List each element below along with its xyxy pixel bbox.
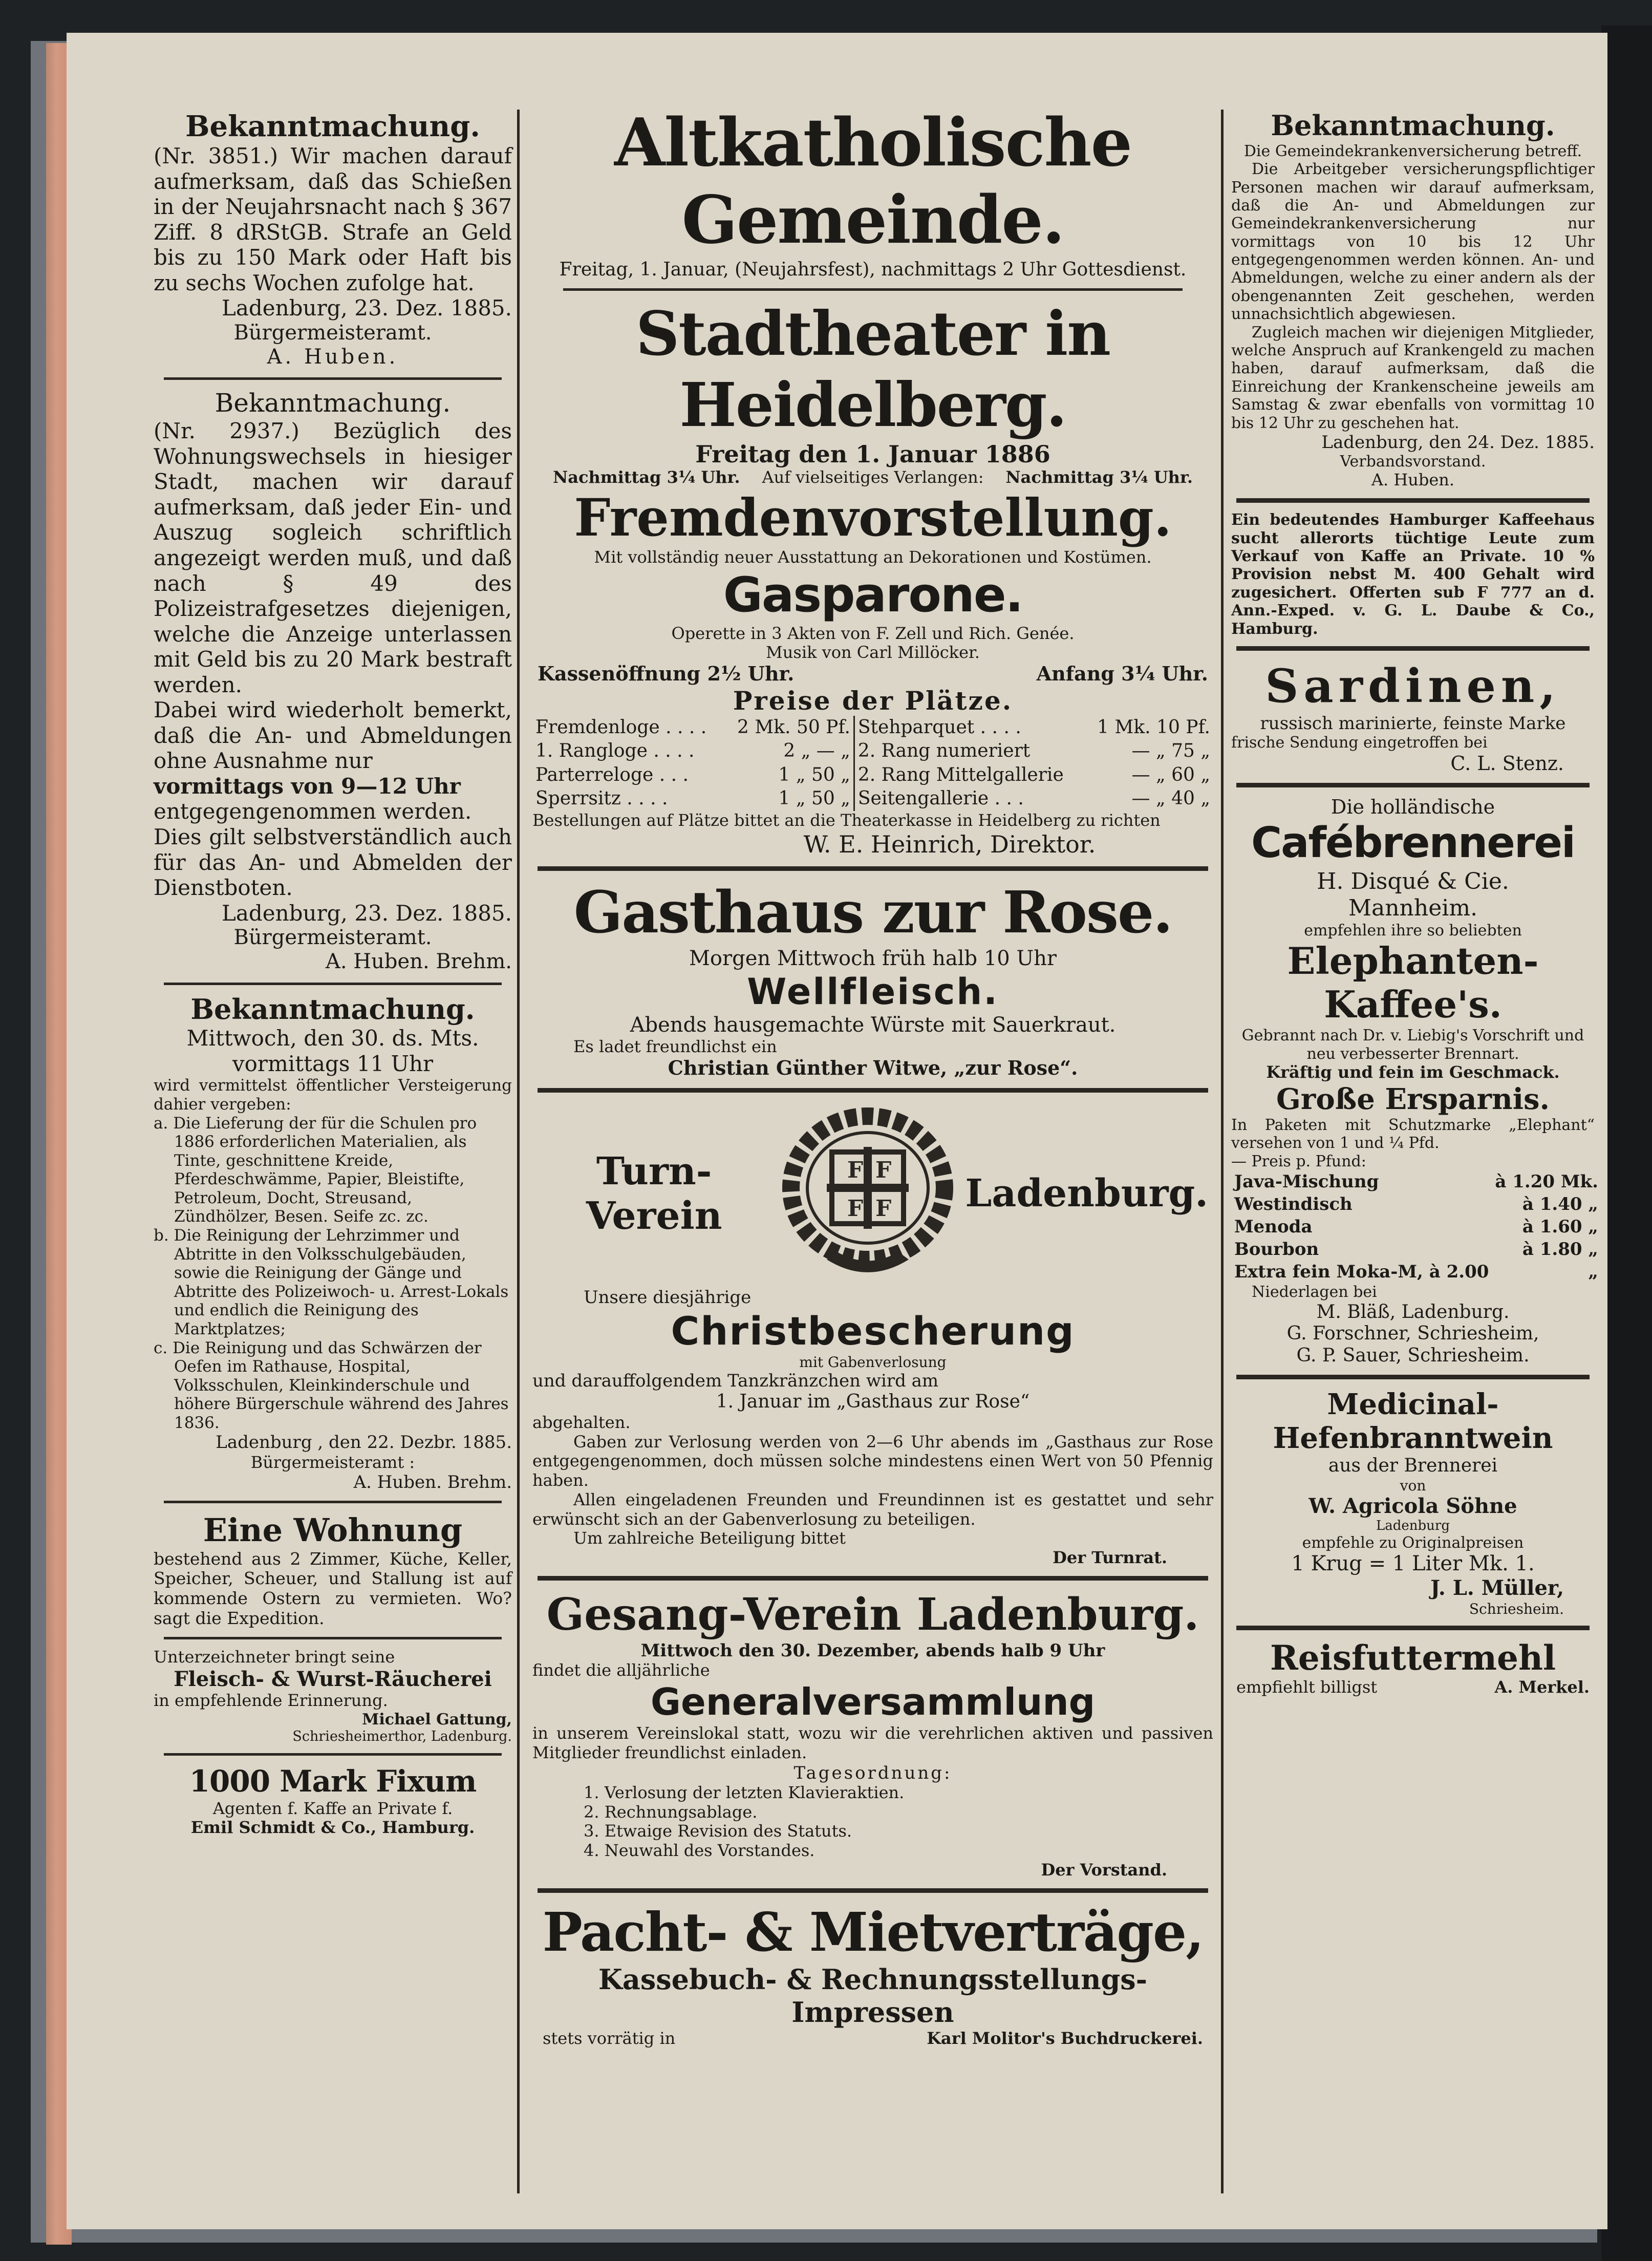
cafe-depots: Niederlagen bei [1252,1283,1377,1302]
svg-text:F: F [847,1195,864,1222]
cafe-depot-1: M. Bläß, Ladenburg. [1316,1301,1510,1323]
table-row [532,763,1213,787]
gesang-agenda-item: 4. Neuwahl des Vorstandes. [584,1841,815,1860]
reis-right: A. Merkel. [1494,1677,1590,1697]
gesang-intro: findet die alljährliche [532,1660,710,1680]
table-row [1231,1193,1601,1215]
pacht-title: Pacht- & Mietverträge, [542,1900,1204,1964]
turn-p1: Gaben zur Verlosung werden von 2—6 Uhr abends im „Gasthaus zur Rose entgegengenommen, doch müssen solche mindestens einen Wert von 50 Pfennig haben. [532,1432,1213,1490]
divider [164,1753,502,1756]
theater-show: Fremdenvorstellung. [574,487,1172,548]
cafe-savings: Große Ersparnis. [1276,1082,1550,1116]
price-cell: — „ 40 „ [1131,788,1210,809]
pacht-sub2: Impressen [791,1995,954,2029]
cafe-title: Cafébrennerei [1251,819,1575,868]
column-rule-left [517,110,520,2193]
price-cell: Parterreloge . . . [535,764,689,785]
theater-director: W. E. Heinrich, Direktor. [803,830,1096,858]
gesang-agenda-item: 1. Verlosung der letzten Klavieraktien. [584,1782,905,1802]
turn-sub: mit Gabenverlosung [799,1354,947,1371]
divider [1236,498,1590,503]
rose-wellfleisch: Wellfleisch. [747,971,999,1013]
divider [164,377,502,380]
table-row [532,787,1213,810]
notice3-item-a: a. Die Lieferung der für die Schulen pro 1886 erforderlichen Materialien, als Tinte, geschnittene Kreide, Pferdeschwämme, Papier, Bleistifte, Petroleum, Docht, Streusand, Zündhölzer, Besen. Seife zc. zc. [154,1114,477,1226]
notice1-office: Bürgermeisteramt. [233,321,432,345]
medicinal-city: Ladenburg [1376,1518,1450,1534]
pacht-sub1: Kassebuch- & Rechnungsstellungs- [598,1963,1148,1996]
cafe-quality: Kräftig und fein im Geschmack. [1266,1062,1560,1082]
divider [563,288,1183,291]
price-cell: 2 „ — „ [724,739,854,763]
theater-open: Kassenöffnung 2½ Uhr. [538,662,795,686]
cafe-depot-3: G. P. Sauer, Schriesheim. [1296,1345,1530,1366]
turn-right: Ladenburg. [965,1171,1208,1216]
divider [164,1637,502,1639]
notice2-signature: A. Huben. Brehm. [325,950,512,974]
rose-invite: Es ladet freundlichst ein [573,1037,777,1057]
sardinen-line1: russisch marinierte, feinste Marke [1260,713,1566,734]
rose-host: Christian Günther Witwe, „zur Rose“. [668,1056,1078,1079]
price-cell: à 1.80 „ [1522,1239,1598,1260]
price-cell: — „ 60 „ [1131,764,1210,785]
price-cell: Fremdenloge . . . . [535,717,707,738]
sardinen-line2: frische Sendung eingetroffen bei [1231,734,1488,752]
fixum-title: 1000 Mark Fixum [189,1764,477,1799]
left-column [154,110,512,1838]
notice1-body: (Nr. 3851.) Wir machen darauf aufmerksam, daß das Schießen in der Neujahrsnacht nach § 367 Ziff. 8 dRStGB. Strafe an Geld bis zu 150 Mark oder Haft bis zu sechs Wochen zufolge hat. [154,143,512,295]
raeucherei-name: Michael Gattung, [362,1710,512,1729]
medicinal-measure: 1 Krug = 1 Liter Mk. 1. [1291,1552,1535,1576]
turn-header [532,1101,1213,1288]
notice3-line1: Mittwoch, den 30. ds. Mts. [186,1026,479,1051]
divider [1236,1626,1590,1630]
divider [1236,783,1590,787]
right-notice-body: Die Arbeitgeber versicherungspflichtiger Personen machen wir darauf aufmerksam, daß die An- und Abmeldungen zur Gemeindekrankenversicherung nur vormittags von 10 bis 12 Uhr entgegengenommen werden können. An- und Abmeldungen, welche zu einer andern als der obengenannten Zeit geschehen, werden unnachsichtlich abgewiesen. [1231,160,1595,324]
notice2-title: Bekanntmachung. [214,388,451,418]
theater-open-row [532,663,1213,686]
notice1-title: Bekanntmachung. [185,110,480,143]
turn-sign: Der Turnrat. [1053,1548,1167,1568]
rose-line1: Morgen Mittwoch früh halb 10 Uhr [689,947,1057,971]
theater-time-mid: Auf vielseitiges Verlangen: [762,467,984,487]
turn-p3: Um zahlreiche Beteiligung bittet [573,1528,846,1548]
svg-text:F: F [875,1157,892,1183]
pacht-footer [532,2029,1213,2049]
price-cell: 1 „ 50 „ [724,787,854,810]
medicinal-firm: W. Agricola Söhne [1308,1494,1517,1518]
divider [1236,1375,1590,1379]
price-cell: 1 „ 50 „ [724,763,854,787]
reis-left: empfiehlt billigst [1236,1677,1378,1697]
price-cell: 2. Rang numeriert [857,740,1031,762]
theater-time-left: Nachmittag 3¼ Uhr. [553,467,740,487]
right-notice-body2: Zugleich machen wir diejenigen Mitglieder, welche Anspruch auf Krankengeld zu machen haben, darauf aufmerksam, daß die Einreichung der Krankenscheine jeweils am Samstag & zwar ebenfalls von vormittag 10 bis 12 Uhr zu geschehen hat. [1231,323,1595,432]
cafe-product2: Kaffee's. [1324,983,1502,1027]
divider [164,983,502,985]
right-notice-signature: A. Huben. [1371,470,1455,490]
right-notice-title: Bekanntmachung. [1271,109,1555,142]
theater-price-table [532,716,1213,811]
price-cell: Stehparquet . . . . [857,717,1021,738]
theater-date: Freitag den 1. Januar 1886 [695,440,1050,468]
reis-footer [1231,1678,1595,1697]
medicinal-title1: Medicinal- [1327,1388,1499,1422]
rose-title: Gasthaus zur Rose. [573,879,1172,946]
notice2-office: Bürgermeisteramt. [233,926,432,950]
raeucherei-addr: Schriesheimerthor, Ladenburg. [292,1729,512,1745]
divider [538,1088,1208,1093]
notice3-line2: vormittags 11 Uhr [232,1051,434,1076]
gesang-sign: Der Vorstand. [1041,1860,1167,1880]
theater-equip: Mit vollständig neuer Ausstattung an Dekorationen und Kostümen. [594,547,1152,567]
medicinal-from: aus der Brennerei [1328,1455,1498,1477]
cafe-packets: In Paketen mit Schutzmarke „Elephant“ versehen von 1 und ¼ Pfd. [1231,1116,1595,1153]
turn-date: 1. Januar im „Gasthaus zur Rose“ [716,1391,1030,1413]
gesang-agenda-title: Tagesordnung: [793,1762,952,1783]
price-cell: Bourbon [1234,1239,1319,1260]
price-cell: 1 Mk. 10 Pf. [1097,717,1210,738]
theater-piece: Gasparone. [723,567,1023,623]
price-cell: — „ 75 „ [1131,740,1210,762]
table-row [1231,1261,1601,1283]
cafe-price-table [1231,1170,1601,1284]
table-row [1231,1238,1601,1261]
table-row [532,716,1213,739]
theater-start: Anfang 3¼ Uhr. [1036,662,1208,686]
raeucherei-body: in empfehlende Erinnerung. [154,1691,388,1711]
wohnung-title: Eine Wohnung [203,1511,463,1549]
divider [538,866,1208,871]
theater-orders: Bestellungen auf Plätze bittet an die Theaterkasse in Heidelberg zu richten [532,810,1161,830]
center-column [532,104,1213,2048]
right-notice-office: Verbandsvorstand. [1340,453,1486,471]
notice2-body4: entgegengenommen werden. [154,799,472,824]
price-cell: 2. Rang Mittelgallerie [857,764,1064,785]
medicinal-seller-city: Schriesheim. [1469,1600,1564,1617]
price-cell: Java-Mischung [1234,1171,1379,1192]
wohnung-body: bestehend aus 2 Zimmer, Küche, Keller, Speicher, Scheuer, und Stallung ist auf kommende Ostern zu vermieten. Wo? sagt die Expedition. [154,1548,512,1629]
cafe-intro: Die holländische [1331,796,1495,819]
notice3-title: Bekanntmachung. [190,992,475,1026]
notice1-signature: A. Huben. [267,345,399,369]
gesang-event: Generalversammlung [650,1680,1096,1724]
divider [538,1576,1208,1581]
price-cell: Seitengallerie . . . [857,788,1024,809]
price-cell: à 1.40 „ [1522,1194,1598,1215]
pacht-left: stets vorrätig in [543,2028,676,2048]
price-cell: 1. Rangloge . . . . [535,740,695,762]
background-edge [1601,26,1652,2261]
cafe-product1: Elephanten- [1287,939,1539,983]
raeucherei-intro: Unterzeichneter bringt seine [154,1647,395,1667]
theater-prices-title: Preise der Plätze. [733,686,1013,716]
theater-title: Stadtheater in Heidelberg. [636,297,1110,440]
theater-time-row [532,468,1213,487]
notice3-intro: wird vermittelst öffentlicher Versteigerung dahier vergeben: [154,1076,512,1114]
cafe-price-title: — Preis p. Pfund: [1231,1152,1366,1170]
sardinen-title: Sardinen, [1265,658,1561,713]
table-row [1231,1170,1601,1193]
turn-line: und darauffolgendem Tanzkränzchen wird am [532,1371,939,1392]
gesang-date: Mittwoch den 30. Dezember, abends halb 9 Uhr [640,1640,1105,1661]
price-cell: 2 Mk. 50 Pf. [724,716,854,739]
table-row [1231,1215,1601,1238]
svg-text:F: F [847,1157,864,1183]
column-rule-right [1221,110,1224,2193]
cafe-recommend: empfehlen ihre so beliebten [1304,921,1522,940]
gesang-agenda-item: 3. Etwaige Revision des Statuts. [584,1821,852,1841]
notice3-signature: A. Huben. Brehm. [353,1472,512,1493]
sardinen-name: C. L. Stenz. [1450,752,1564,775]
theater-operette: Operette in 3 Akten von F. Zell und Rich. Genée. [671,623,1075,643]
notice2-date: Ladenburg, 23. Dez. 1885. [221,900,512,926]
notice3-office: Bürgermeisteramt : [250,1452,415,1472]
theater-time-right: Nachmittag 3¼ Uhr. [1005,467,1193,487]
turn-held: abgehalten. [532,1412,631,1432]
turn-left: Turn-Verein [586,1149,722,1239]
gesang-agenda-item: 2. Rechnungsablage. [584,1802,758,1822]
medicinal-von: von [1400,1477,1426,1494]
raeucherei-title: Fleisch- & Wurst-Räucherei [174,1667,492,1692]
turn-intro: Unsere diesjährige [584,1287,752,1308]
turn-title: Christbescherung [671,1308,1075,1354]
price-cell: à 1.60 „ [1522,1217,1598,1238]
gesang-body: in unserem Vereinslokal statt, wozu wir die verehrlichen aktiven und passiven Mitglieder freundlichst einladen. [532,1723,1213,1762]
medicinal-recommend: empfehle zu Originalpreisen [1302,1533,1524,1552]
medicinal-seller: J. L. Müller, [1430,1576,1564,1601]
fixum-line1: Agenten f. Kaffe an Private f. [212,1798,453,1818]
price-cell: à 1.20 Mk. [1495,1171,1598,1192]
price-cell: Sperrsitz . . . . [535,788,668,809]
price-cell: Westindisch [1234,1194,1353,1215]
right-notice-sub: Die Gemeindekrankenversicherung betreff. [1243,142,1582,160]
right-notice-date: Ladenburg, den 24. Dez. 1885. [1321,432,1595,453]
pacht-right: Karl Molitor's Buchdruckerei. [927,2028,1203,2048]
divider [538,1888,1208,1893]
price-cell: Extra fein Moka-M, à 2.00 [1234,1262,1489,1283]
right-column [1231,109,1598,1697]
cafe-firm: H. Disqué & Cie. [1317,868,1509,895]
notice2-body3: vormittags von 9—12 Uhr [154,773,461,799]
cafe-depot-2: G. Forschner, Schriesheim, [1286,1323,1539,1345]
reis-title: Reisfuttermehl [1270,1637,1556,1678]
notice2-body: (Nr. 2937.) Bezüglich des Wohnungswechsels in hiesiger Stadt, machen wir darauf aufmerksam, daß jeder Ein- und Auszug sogleich schriftlich angezeigt werden muß, und daß nach § 49 des Polizeistrafgesetzes diejenigen, welche die Anzeige unterlassen mit Geld bis zu 20 Mark bestraft werden. [154,418,512,697]
altkath-sub: Freitag, 1. Januar, (Neujahrsfest), nachmittags 2 Uhr Gottesdienst. [559,259,1187,281]
gesang-title: Gesang-Verein Ladenburg. [546,1588,1199,1640]
cafe-roast: Gebrannt nach Dr. v. Liebig's Vorschrift und neu verbesserter Brennart. [1241,1027,1584,1063]
wreath-emblem-icon [770,1101,965,1288]
notice1-date: Ladenburg, 23. Dez. 1885. [221,295,512,321]
rose-line2: Abends hausgemachte Würste mit Sauerkraut. [630,1013,1116,1037]
price-cell: „ [1588,1262,1598,1283]
kaffee-ad: Ein bedeutendes Hamburger Kaffeehaus sucht allerorts tüchtige Leute zum Verkauf von Kaffe an Private. 10 % Provision nebst M. 400 Gehalt wird zugesichert. Offerten sub F 777 an d. Ann.-Exped. v. G. L. Daube & Co., Hamburg. [1231,511,1595,638]
notice3-item-c: c. Die Reinigung und das Schwärzen der Oefen im Rathause, Hospital, Volksschulen, Kleinkinderschule und höhere Bürgerschule während des Jahres 1836. [154,1338,509,1432]
price-cell: Menoda [1234,1217,1313,1238]
svg-text:F: F [875,1195,892,1222]
theater-musik: Musik von Carl Millöcker. [766,643,980,663]
medicinal-title2: Hefenbranntwein [1273,1421,1553,1456]
divider [164,1501,502,1503]
notice2-body5: Dies gilt selbstverständlich auch für das An- und Abmelden der Dienstboten. [154,824,512,901]
notice3-date: Ladenburg , den 22. Dezbr. 1885. [216,1432,512,1453]
divider [1236,646,1590,651]
turn-p2: Allen eingeladenen Freunden und Freundinnen ist es gestattet und sehr erwünscht sich an der Gabenverlosung zu beteiligen. [532,1489,1213,1529]
newspaper-page [67,33,1607,2229]
table-row [532,739,1213,763]
fixum-line2: Emil Schmidt & Co., Hamburg. [190,1818,475,1838]
notice2-body2: Dabei wird wiederholt bemerkt, daß die An- und Abmeldungen ohne Ausnahme nur [154,697,512,774]
notice3-item-b: b. Die Reinigung der Lehrzimmer und Abtritte in den Volksschulgebäuden, sowie die Reinigung der Gänge und Abtritte des Polizeiwoch- u. Arrest-Lokals und endlich die Reinigung des Marktplatzes; [154,1226,509,1338]
altkath-title: Altkatholische Gemeinde. [614,104,1131,259]
cafe-city: Mannheim. [1348,894,1478,921]
